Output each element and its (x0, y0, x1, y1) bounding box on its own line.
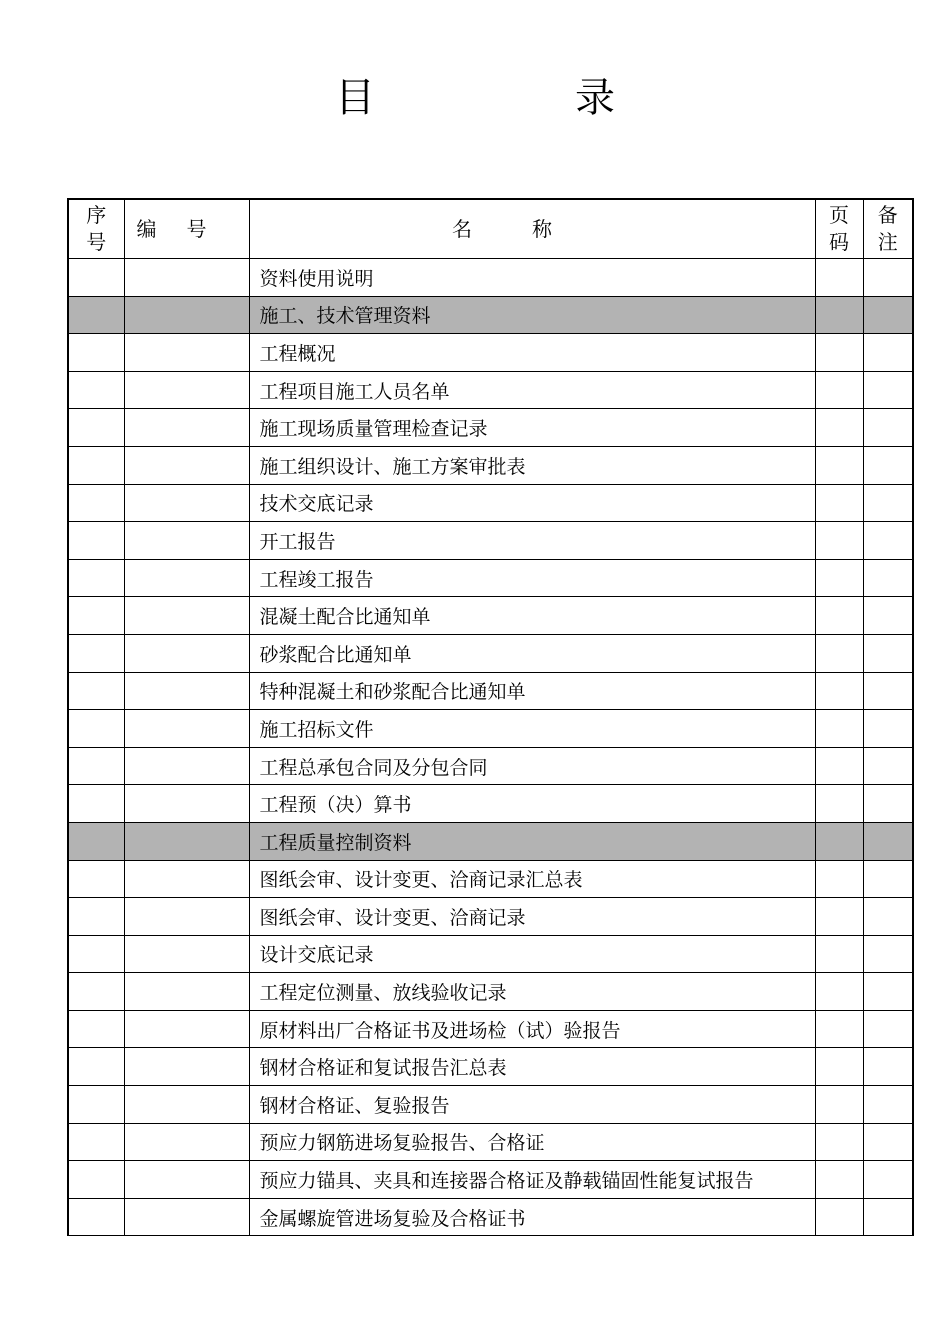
table-row (68, 522, 913, 560)
header-code-label: 编号 (136, 216, 237, 241)
table-row (68, 973, 913, 1011)
row-code-cell (124, 259, 249, 297)
row-seq-cell (68, 1048, 124, 1086)
row-page-cell (815, 1198, 863, 1236)
row-page-cell (815, 935, 863, 973)
table-header-row (68, 199, 913, 259)
row-seq-cell (68, 710, 124, 748)
row-code-cell (124, 710, 249, 748)
row-code-cell (124, 672, 249, 710)
row-seq-cell (68, 935, 124, 973)
contents-table (67, 198, 914, 1236)
row-seq-cell (68, 973, 124, 1011)
row-page-cell (815, 484, 863, 522)
table-row (68, 672, 913, 710)
table-row (68, 747, 913, 785)
row-page-cell (815, 1161, 863, 1199)
row-name-cell: 工程定位测量、放线验收记录 (249, 973, 815, 1011)
row-page-cell (815, 559, 863, 597)
row-note-cell (863, 710, 913, 748)
row-note-cell (863, 1198, 913, 1236)
row-code-cell (124, 1048, 249, 1086)
row-name-cell: 施工招标文件 (249, 710, 815, 748)
row-name-cell: 特种混凝土和砂浆配合比通知单 (249, 672, 815, 710)
table-row (68, 1123, 913, 1161)
table-row (68, 1048, 913, 1086)
row-note-cell (863, 1123, 913, 1161)
row-note-cell (863, 1048, 913, 1086)
header-page-line-2: 码 (829, 230, 849, 254)
row-name-cell: 设计交底记录 (249, 935, 815, 973)
header-note-line-2: 注 (877, 230, 898, 254)
row-note-cell (863, 973, 913, 1011)
row-name-cell: 砂浆配合比通知单 (249, 634, 815, 672)
row-page-cell (815, 446, 863, 484)
contents-table-body (68, 259, 913, 1236)
row-seq-cell (68, 597, 124, 635)
row-name-cell: 施工现场质量管理检查记录 (249, 409, 815, 447)
header-name (249, 199, 815, 259)
row-page-cell (815, 371, 863, 409)
row-note-cell (863, 860, 913, 898)
row-code-cell (124, 597, 249, 635)
row-code-cell (124, 484, 249, 522)
row-note-cell (863, 484, 913, 522)
row-seq-cell (68, 484, 124, 522)
row-seq-cell (68, 785, 124, 823)
row-code-cell (124, 446, 249, 484)
header-seq (68, 199, 124, 259)
table-row (68, 559, 913, 597)
row-name-cell: 工程质量控制资料 (249, 822, 815, 860)
row-code-cell (124, 1010, 249, 1048)
page-title: 目 录 (335, 75, 695, 121)
row-note-cell (863, 296, 913, 334)
row-page-cell (815, 259, 863, 297)
table-row (68, 860, 913, 898)
row-seq-cell (68, 334, 124, 372)
row-seq-cell (68, 296, 124, 334)
row-code-cell (124, 860, 249, 898)
row-note-cell (863, 822, 913, 860)
row-code-cell (124, 334, 249, 372)
table-row (68, 597, 913, 635)
row-code-cell (124, 1123, 249, 1161)
row-note-cell (863, 672, 913, 710)
row-code-cell (124, 1161, 249, 1199)
row-code-cell (124, 522, 249, 560)
header-note (863, 199, 913, 259)
row-seq-cell (68, 1161, 124, 1199)
table-row (68, 1161, 913, 1199)
row-note-cell (863, 1086, 913, 1124)
row-name-cell: 钢材合格证和复试报告汇总表 (249, 1048, 815, 1086)
row-page-cell (815, 409, 863, 447)
table-row (68, 898, 913, 936)
row-page-cell (815, 597, 863, 635)
row-seq-cell (68, 371, 124, 409)
row-note-cell (863, 522, 913, 560)
row-name-cell: 预应力锚具、夹具和连接器合格证及静载锚固性能复试报告 (249, 1161, 815, 1199)
row-code-cell (124, 898, 249, 936)
row-note-cell (863, 597, 913, 635)
table-row (68, 1198, 913, 1236)
header-seq-line-1: 序 (86, 203, 107, 227)
header-code (124, 199, 249, 259)
row-seq-cell (68, 559, 124, 597)
table-row (68, 935, 913, 973)
row-name-cell: 工程竣工报告 (249, 559, 815, 597)
row-name-cell: 图纸会审、设计变更、洽商记录 (249, 898, 815, 936)
row-page-cell (815, 973, 863, 1011)
table-row (68, 785, 913, 823)
row-page-cell (815, 334, 863, 372)
header-name-label: 名称 (452, 216, 612, 241)
row-name-cell: 技术交底记录 (249, 484, 815, 522)
row-code-cell (124, 785, 249, 823)
row-note-cell (863, 898, 913, 936)
row-note-cell (863, 1161, 913, 1199)
row-name-cell: 图纸会审、设计变更、洽商记录汇总表 (249, 860, 815, 898)
row-seq-cell (68, 747, 124, 785)
row-seq-cell (68, 409, 124, 447)
table-row (68, 1010, 913, 1048)
row-code-cell (124, 747, 249, 785)
table-row (68, 484, 913, 522)
row-page-cell (815, 522, 863, 560)
row-note-cell (863, 935, 913, 973)
row-code-cell (124, 1086, 249, 1124)
row-seq-cell (68, 860, 124, 898)
row-page-cell (815, 710, 863, 748)
table-row (68, 371, 913, 409)
row-note-cell (863, 559, 913, 597)
row-code-cell (124, 371, 249, 409)
row-page-cell (815, 296, 863, 334)
table-row (68, 446, 913, 484)
row-code-cell (124, 409, 249, 447)
row-seq-cell (68, 1123, 124, 1161)
row-page-cell (815, 747, 863, 785)
row-code-cell (124, 973, 249, 1011)
row-name-cell: 工程概况 (249, 334, 815, 372)
row-page-cell (815, 1086, 863, 1124)
row-page-cell (815, 634, 863, 672)
row-code-cell (124, 559, 249, 597)
row-seq-cell (68, 822, 124, 860)
row-code-cell (124, 634, 249, 672)
row-note-cell (863, 409, 913, 447)
row-name-cell: 施工组织设计、施工方案审批表 (249, 446, 815, 484)
row-page-cell (815, 1048, 863, 1086)
row-seq-cell (68, 446, 124, 484)
row-code-cell (124, 935, 249, 973)
row-seq-cell (68, 672, 124, 710)
row-name-cell: 预应力钢筋进场复验报告、合格证 (249, 1123, 815, 1161)
row-seq-cell (68, 522, 124, 560)
row-seq-cell (68, 898, 124, 936)
header-seq-line-2: 号 (86, 230, 107, 254)
row-note-cell (863, 785, 913, 823)
row-seq-cell (68, 634, 124, 672)
row-code-cell (124, 296, 249, 334)
row-note-cell (863, 1010, 913, 1048)
row-name-cell: 金属螺旋管进场复验及合格证书 (249, 1198, 815, 1236)
table-row (68, 710, 913, 748)
row-page-cell (815, 822, 863, 860)
row-page-cell (815, 785, 863, 823)
row-code-cell (124, 1198, 249, 1236)
row-note-cell (863, 259, 913, 297)
row-note-cell (863, 334, 913, 372)
row-page-cell (815, 898, 863, 936)
row-name-cell: 混凝土配合比通知单 (249, 597, 815, 635)
row-name-cell: 原材料出厂合格证书及进场检（试）验报告 (249, 1010, 815, 1048)
table-row (68, 409, 913, 447)
row-name-cell: 工程预（决）算书 (249, 785, 815, 823)
header-page-line-1: 页 (829, 203, 849, 227)
section-row (68, 296, 913, 334)
table-row (68, 634, 913, 672)
table-row (68, 1086, 913, 1124)
row-note-cell (863, 446, 913, 484)
row-page-cell (815, 1123, 863, 1161)
row-name-cell: 工程项目施工人员名单 (249, 371, 815, 409)
table-row (68, 334, 913, 372)
row-name-cell: 工程总承包合同及分包合同 (249, 747, 815, 785)
header-page (815, 199, 863, 259)
row-name-cell: 施工、技术管理资料 (249, 296, 815, 334)
row-seq-cell (68, 259, 124, 297)
row-name-cell: 钢材合格证、复验报告 (249, 1086, 815, 1124)
section-row (68, 822, 913, 860)
row-note-cell (863, 634, 913, 672)
row-page-cell (815, 1010, 863, 1048)
row-name-cell: 开工报告 (249, 522, 815, 560)
row-note-cell (863, 747, 913, 785)
row-page-cell (815, 860, 863, 898)
row-note-cell (863, 371, 913, 409)
row-seq-cell (68, 1198, 124, 1236)
row-seq-cell (68, 1086, 124, 1124)
row-page-cell (815, 672, 863, 710)
header-note-line-1: 备 (877, 203, 898, 227)
table-row (68, 259, 913, 297)
row-seq-cell (68, 1010, 124, 1048)
row-name-cell: 资料使用说明 (249, 259, 815, 297)
row-code-cell (124, 822, 249, 860)
